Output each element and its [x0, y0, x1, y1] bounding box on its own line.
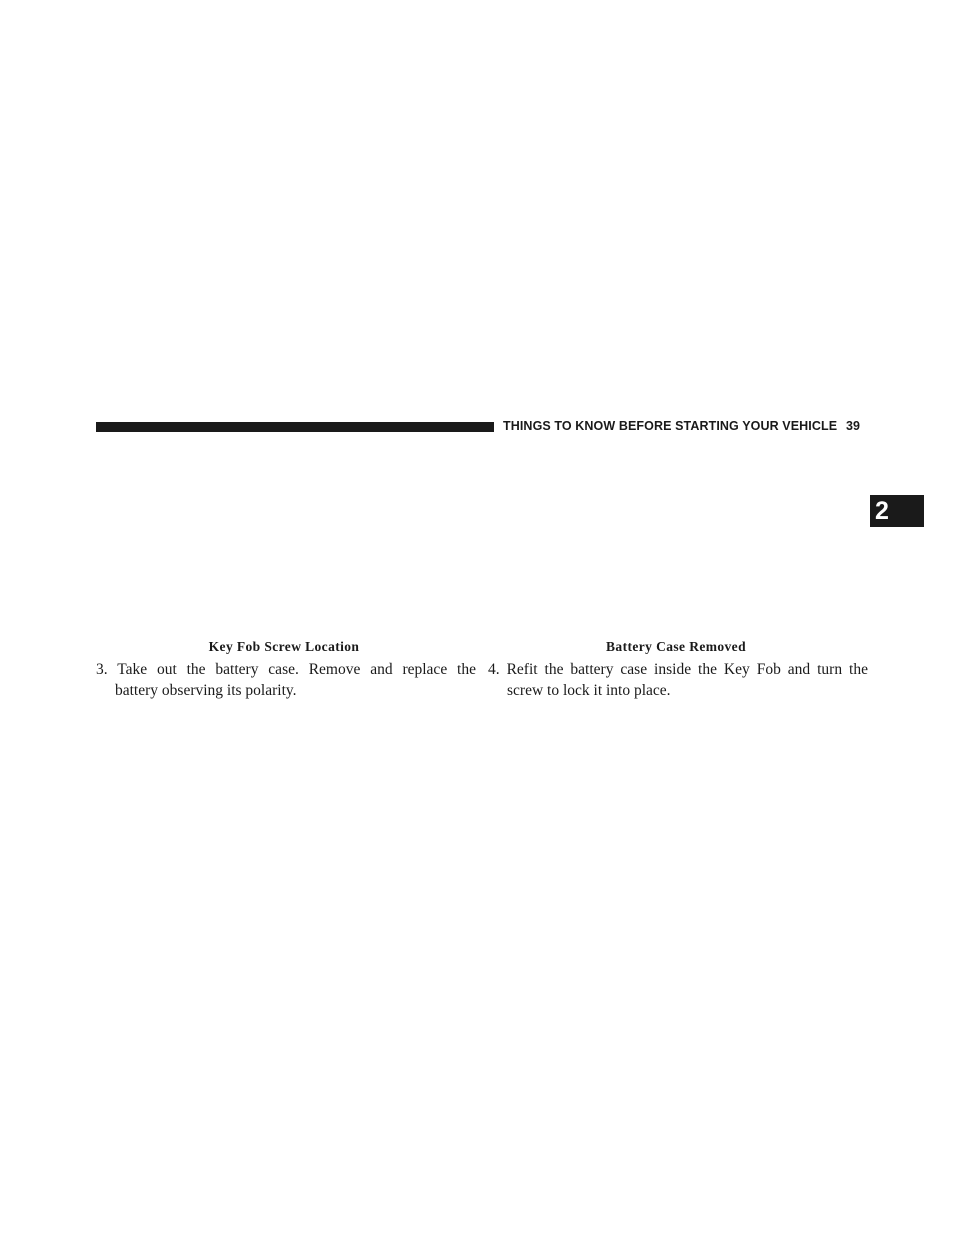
- step-text-line: 4. Refit the battery case inside the Key Fob and turn the: [488, 661, 868, 678]
- step-3: [96, 659, 476, 701]
- step-text-line: screw to lock it into place.: [507, 682, 671, 699]
- figure-caption-battery-case: Battery Case Removed: [606, 639, 746, 654]
- header-rule: [96, 422, 494, 432]
- chapter-tab: [870, 495, 924, 527]
- chapter-number: 2: [875, 497, 889, 525]
- step-4: [488, 659, 868, 701]
- step-text-line: battery observing its polarity.: [115, 682, 297, 699]
- figure-caption-key-fob-screw: Key Fob Screw Location: [208, 639, 360, 654]
- section-header: THINGS TO KNOW BEFORE STARTING YOUR VEHICLE: [503, 419, 838, 433]
- page-number: 39: [846, 419, 860, 433]
- step-text-line: 3. Take out the battery case. Remove and replace the: [96, 661, 476, 678]
